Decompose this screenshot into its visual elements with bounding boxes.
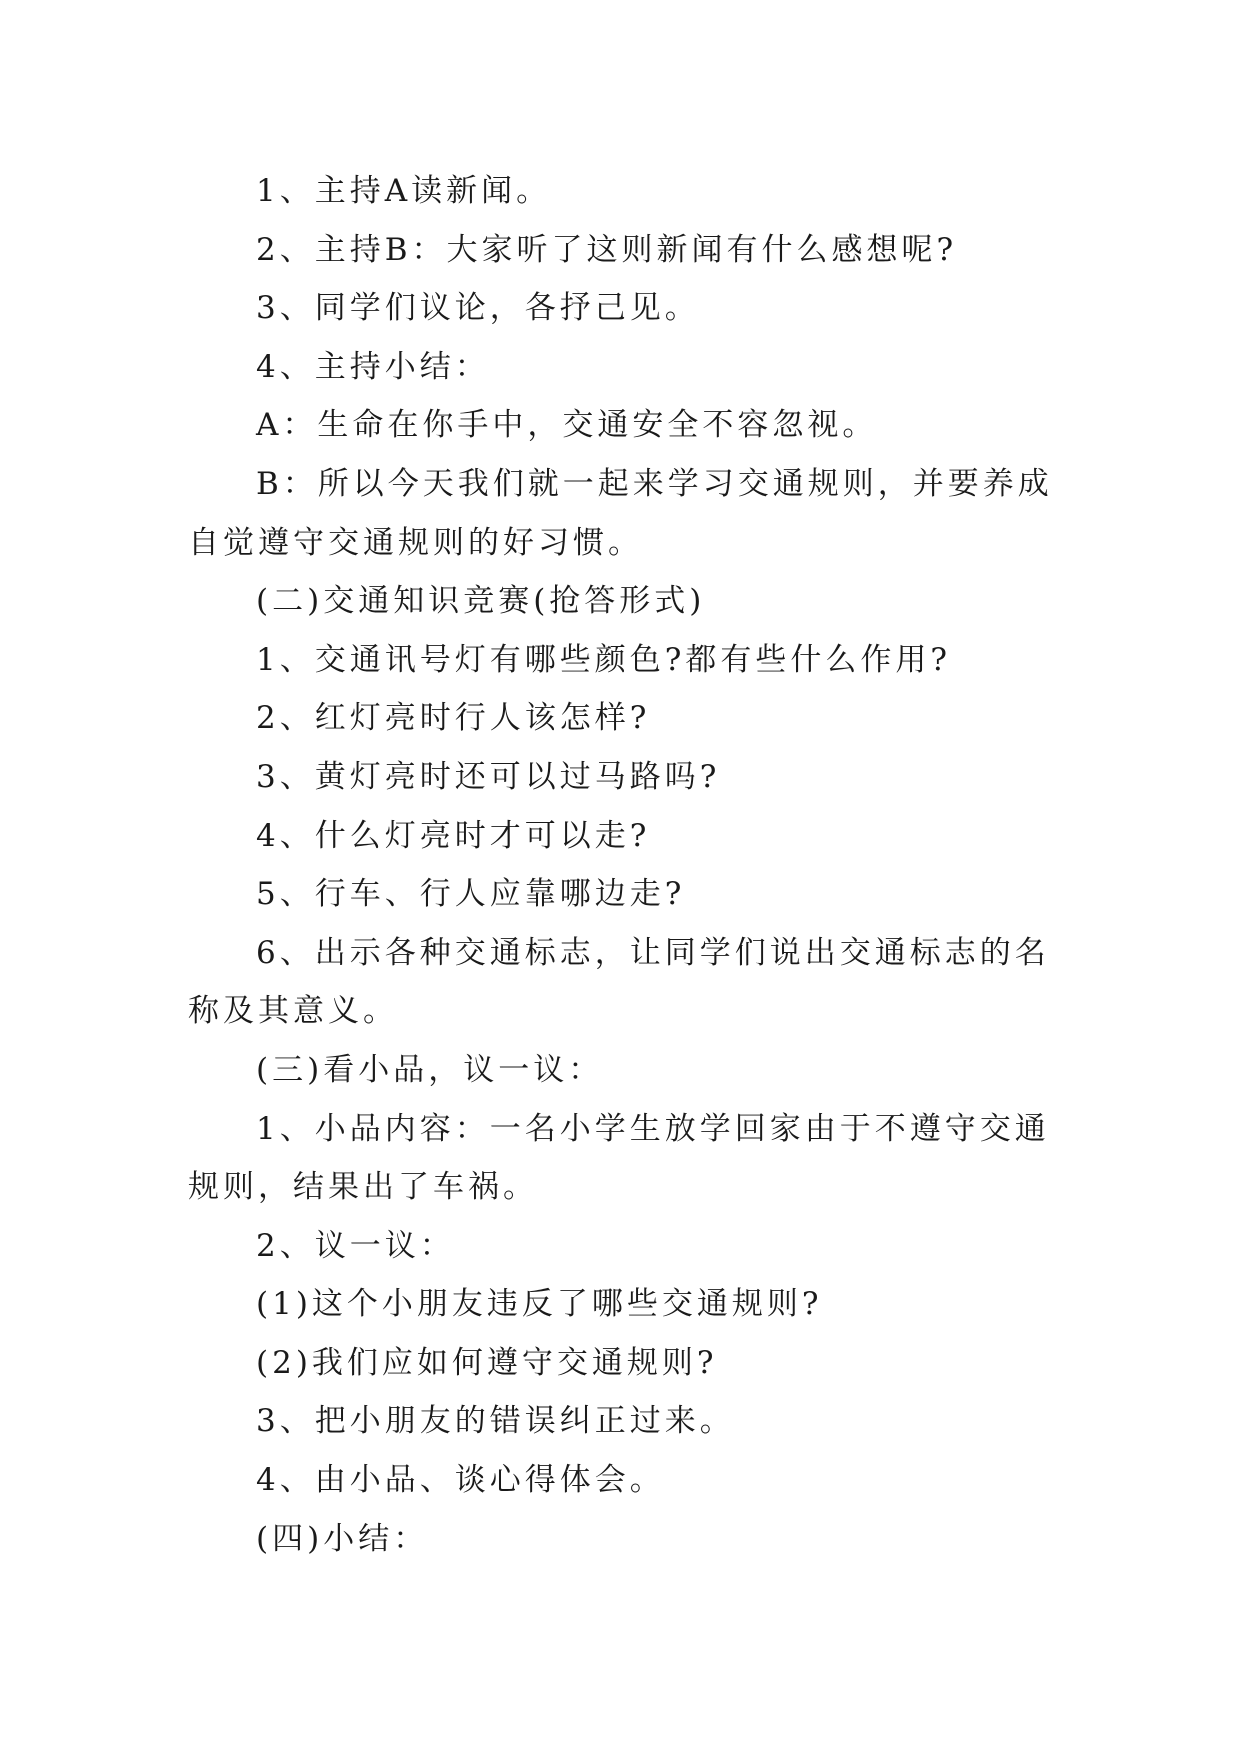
section-heading: (二)交通知识竞赛(抢答形式): [256, 583, 706, 620]
section-heading: (四)小结：: [256, 1520, 429, 1557]
section-heading: (三)看小品，议一议：: [256, 1051, 604, 1088]
paragraph: 1、小品内容：一名小学生放学回家由于不遵守交通规则，结果出了车祸。: [188, 1110, 1050, 1206]
paragraph: 6、出示各种交通标志，让同学们说出交通标志的名称及其意义。: [188, 934, 1050, 1030]
paragraph: 1、交通讯号灯有哪些颜色?都有些什么作用?: [256, 641, 951, 678]
paragraph: (2)我们应如何遵守交通规则?: [256, 1344, 718, 1381]
paragraph: 5、行车、行人应靠哪边走?: [256, 876, 686, 913]
paragraph: 1、主持A读新闻。: [256, 173, 552, 209]
paragraph: 4、什么灯亮时才可以走?: [256, 817, 651, 854]
paragraph: 3、把小朋友的错误纠正过来。: [256, 1403, 735, 1440]
paragraph: A：生命在你手中，交通安全不容忽视。: [256, 407, 878, 444]
paragraph: 2、议一议：: [256, 1227, 455, 1264]
paragraph: 4、主持小结：: [256, 348, 490, 385]
paragraph: 3、黄灯亮时还可以过马路吗?: [256, 758, 721, 795]
paragraph: 2、红灯亮时行人该怎样?: [256, 700, 651, 737]
document-body: [188, 162, 1058, 1568]
paragraph: 3、同学们议论，各抒己见。: [256, 290, 700, 327]
paragraph: B：所以今天我们就一起来学习交通规则，并要养成自觉遵守交通规则的好习惯。: [188, 465, 1053, 561]
paragraph: (1)这个小朋友违反了哪些交通规则?: [256, 1286, 823, 1323]
paragraph: 4、由小品、谈心得体会。: [256, 1462, 665, 1499]
paragraph: 2、主持B：大家听了这则新闻有什么感想呢?: [256, 231, 958, 268]
